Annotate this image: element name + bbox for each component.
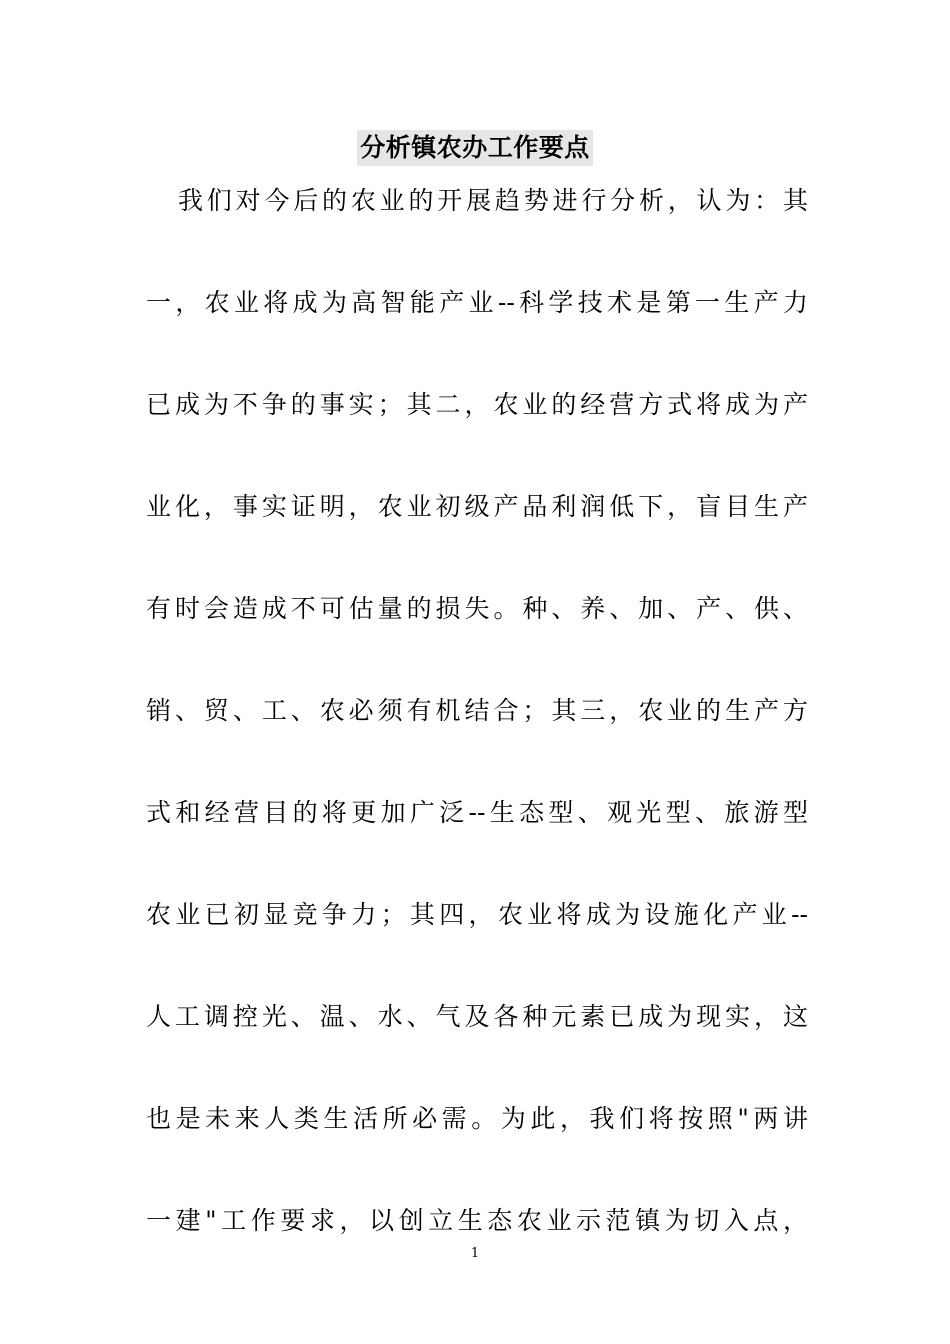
text-line: 式和经营目的将更加广泛--生态型、观光型、旅游型 [146,798,808,827]
page-number: 1 [470,1246,480,1261]
text-line: 我们对今后的农业的开展趋势进行分析，认为：其 [178,186,808,215]
text-line: 一建"工作要求，以创立生态农业示范镇为切入点， [146,1206,808,1235]
text-line: 有时会造成不可估量的损失。种、养、加、产、供、 [146,594,808,623]
text-line: 已成为不争的事实；其二，农业的经营方式将成为产 [146,390,808,419]
text-line: 人工调控光、温、水、气及各种元素已成为现实，这 [146,1002,808,1031]
title-wrap [0,130,950,166]
text-line: 一，农业将成为高智能产业--科学技术是第一生产力 [146,288,808,317]
text-line: 农业已初显竞争力；其四，农业将成为设施化产业-- [146,900,808,929]
text-line: 也是未来人类生活所必需。为此，我们将按照"两讲 [146,1104,808,1133]
body-text [146,176,808,1298]
text-line: 业化，事实证明，农业初级产品利润低下，盲目生产 [146,492,808,521]
document-title: 分析镇农办工作要点 [357,130,593,166]
text-line: 销、贸、工、农必须有机结合；其三，农业的生产方 [146,696,808,725]
